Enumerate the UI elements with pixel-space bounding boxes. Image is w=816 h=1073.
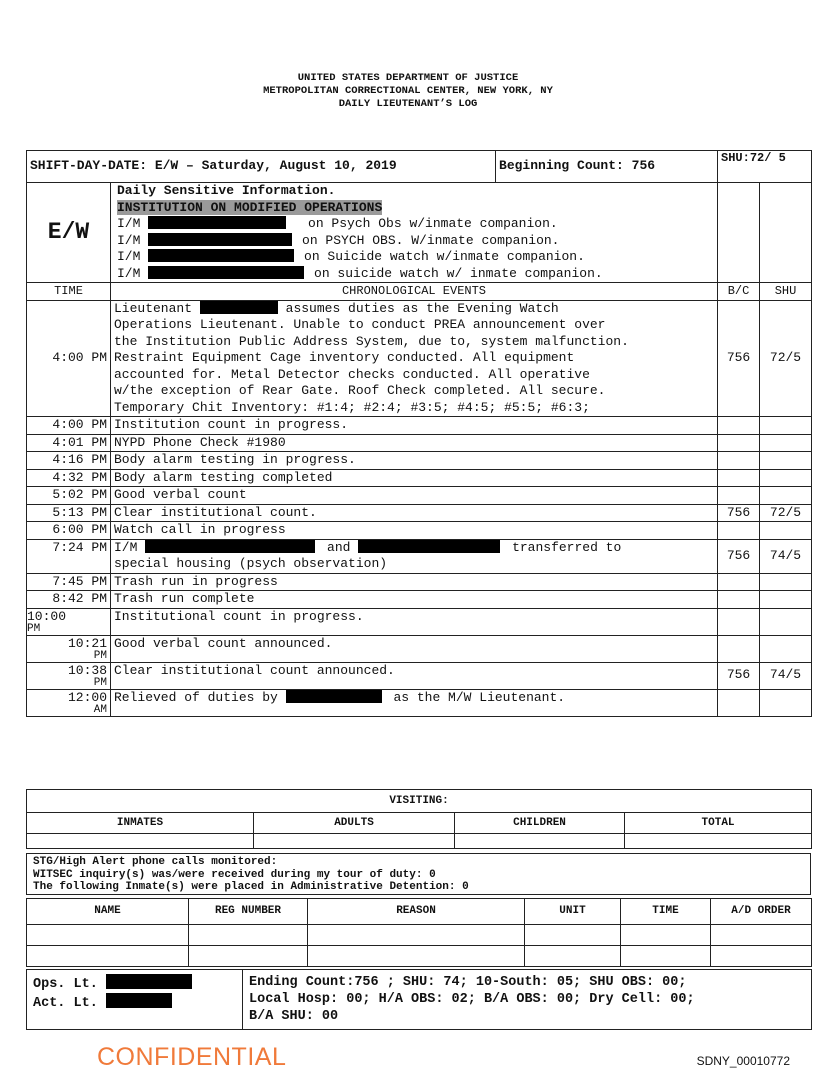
col-bc: B/C <box>718 283 760 301</box>
redaction-box <box>106 974 192 989</box>
sensitive-title: Daily Sensitive Information. <box>117 183 336 198</box>
log-entry: 5:13 PM Clear institutional count. 756 72/5 <box>27 504 812 522</box>
redaction-box <box>286 690 382 703</box>
detention-table <box>26 898 812 967</box>
col-time: TIME <box>27 283 111 301</box>
redaction-box <box>358 540 500 553</box>
visiting-table <box>26 789 812 849</box>
col-shu: SHU <box>760 283 812 301</box>
redaction-box <box>148 266 304 279</box>
confidential-stamp: CONFIDENTIAL <box>97 1043 287 1071</box>
redaction-box <box>148 233 292 246</box>
redaction-box <box>145 540 315 553</box>
log-entry: 10:00 PM Institutional count in progress. <box>27 608 812 635</box>
visiting-title: VISITING: <box>27 790 812 813</box>
notes-block: STG/High Alert phone calls monitored: WITSEC inquiry(s) was/were received during my tour of duty: 0 The following Inmate(s) were placed in Administrative Detention: 0 <box>27 854 811 895</box>
entry-shu: 72/5 <box>760 300 812 417</box>
col-events: CHRONOLOGICAL EVENTS <box>111 283 718 301</box>
modified-ops-highlight: INSTITUTION ON MODIFIED OPERATIONS <box>117 199 383 215</box>
detention-row <box>27 946 812 967</box>
im-line-1: I/M on Psych Obs w/inmate companion. <box>117 216 558 231</box>
header-log-title: DAILY LIEUTENANT’S LOG <box>338 98 478 110</box>
log-entry-first <box>27 300 812 417</box>
ending-count-summary: Ending Count:756 ; SHU: 74; 10-South: 05; SHU OBS: 00; Local Hosp: 00; H/A OBS: 02; B/A OBS: 00; Dry Cell: 00; B/A SHU: 00 <box>243 970 812 1030</box>
redaction-box <box>200 301 278 314</box>
log-entry-relieved: 12:00 AM Relieved of duties by as the M/W Lieutenant. <box>27 689 812 716</box>
shift-day-date: SHIFT-DAY-DATE: E/W – Saturday, August 10, 2019 <box>27 151 496 183</box>
lieutenant-log-table <box>26 150 812 717</box>
sensitive-info <box>111 183 718 283</box>
redaction-box <box>148 216 286 229</box>
header-facility: METROPOLITAN CORRECTIONAL CENTER, NEW YORK, NY <box>263 85 553 97</box>
log-entry: 10:21 PM Good verbal count announced. <box>27 635 812 662</box>
log-entry: 5:02 PM Good verbal count <box>27 487 812 505</box>
shift-row <box>27 151 812 183</box>
log-entry: 8:42 PM Trash run complete <box>27 591 812 609</box>
log-entry: 4:01 PM NYPD Phone Check #1980 <box>27 434 812 452</box>
redaction-box <box>148 249 294 262</box>
sensitive-info-row <box>27 183 812 283</box>
bates-number: SDNY_00010772 <box>696 1054 790 1068</box>
log-entry: 7:45 PM Trash run in progress <box>27 573 812 591</box>
notes-table <box>26 853 811 895</box>
beginning-count: Beginning Count: 756 <box>496 151 718 183</box>
document-header <box>0 72 816 111</box>
im-line-4: I/M on suicide watch w/ inmate companion. <box>117 265 603 281</box>
modified-ops-line <box>117 200 714 217</box>
visiting-header: INMATES ADULTS CHILDREN TOTAL <box>27 813 812 834</box>
header-agency: UNITED STATES DEPARTMENT OF JUSTICE <box>297 72 519 84</box>
log-entry: 6:00 PM Watch call in progress <box>27 522 812 540</box>
visiting-row <box>27 834 812 849</box>
detention-row <box>27 925 812 946</box>
im-line-2: I/M on PSYCH OBS. W/inmate companion. <box>117 232 560 248</box>
lieutenant-signatures: Ops. Lt. Act. Lt. <box>27 970 243 1030</box>
shift-code: E/W <box>27 183 111 283</box>
column-header-row <box>27 283 812 301</box>
entry-bc: 756 <box>718 300 760 417</box>
im-line-3: I/M on Suicide watch w/inmate companion. <box>117 249 585 264</box>
log-entry: 4:32 PM Body alarm testing completed <box>27 469 812 487</box>
entry-event: Lieutenant assumes duties as the Evening Watch Operations Lieutenant. Unable to conduct PREA announcement over the Institution Public Address System, due to, system malfunction. Restraint Equipment Cage inventory conducted. All equipment accounted for. Metal Detector checks conducted. All operative w/the exception of Rear Gate. Roof Check completed. All secure. Temporary Chit Inventory: #1:4; #2:4; #3:5; #4:5; #5:5; #6:3; <box>111 300 718 417</box>
detention-header: NAME REG NUMBER REASON UNIT TIME A/D ORDER <box>27 899 812 925</box>
log-entry: 4:00 PM Institution count in progress. <box>27 417 812 435</box>
ending-count-table <box>26 969 812 1030</box>
log-entry: 10:38 PM Clear institutional count announced. 756 74/5 <box>27 662 812 689</box>
shu-count: SHU:72/ 5 <box>718 151 812 183</box>
entry-time: 4:00 PM <box>27 300 111 417</box>
redaction-box <box>106 993 172 1008</box>
log-entry: 4:16 PM Body alarm testing in progress. <box>27 452 812 470</box>
log-entry-transfer: 7:24 PM I/M and transferred to special housing (psych observation) 756 74/5 <box>27 539 812 573</box>
